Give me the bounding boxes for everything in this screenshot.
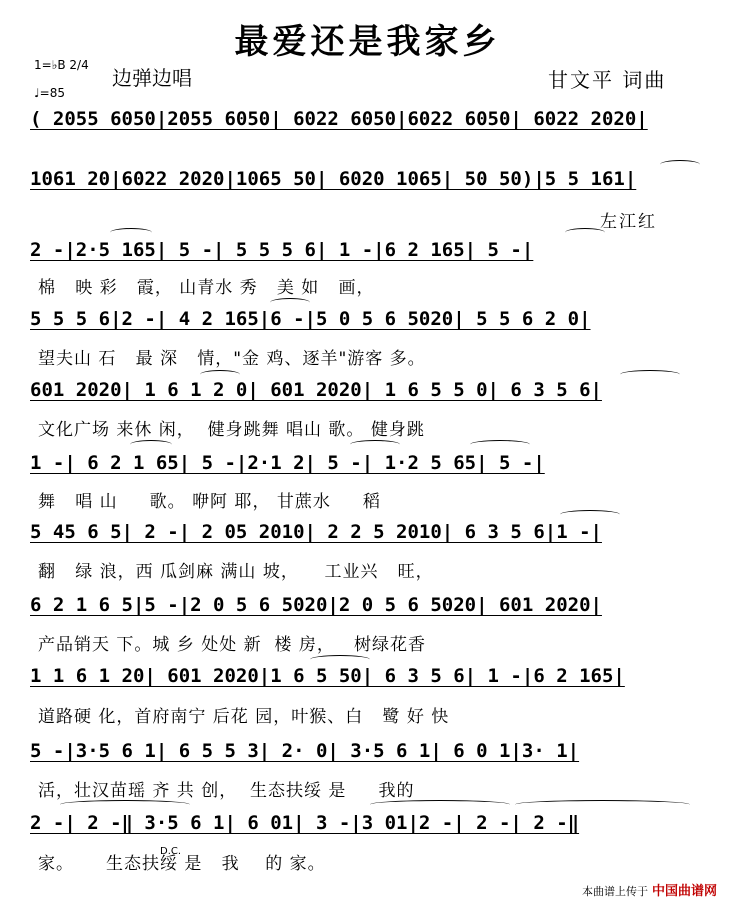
credit-line: 甘文平 词曲 (548, 68, 667, 92)
score-row-11: 2 -| 2 -‖ 3·5 6 1| 6 01| 3 -|3 01|2 -| 2 -| 2 -‖ (30, 812, 580, 834)
slur (350, 440, 400, 449)
slur (565, 228, 605, 237)
lyric-row-7: 翻 绿 浪，西 瓜剑麻 满山 坡， 工业兴 旺， (38, 562, 434, 582)
score-row-5: 601 2020| 1 6 1 2 0| 601 2020| 1 6 5 5 0| 6 3 5 6| (30, 379, 602, 401)
first-lyric: 左江红 (600, 212, 657, 232)
footer-text: 本曲谱上传于 (581, 885, 648, 898)
slur (200, 370, 240, 379)
score-row-1: ( 2055 6050|2055 6050| 6022 6050|6022 6050| 6022 2020| (30, 108, 648, 130)
slur (110, 228, 152, 237)
slur (515, 800, 690, 809)
lyric-row-10: 活，壮汉苗瑶 齐 共 创， 生态扶绥 是 我的 (38, 781, 415, 801)
slur (660, 160, 700, 169)
site-logo: 中国曲谱网 (651, 884, 717, 899)
score-row-8: 6 2 1 6 5|5 -|2 0 5 6 5020|2 0 5 6 5020| 601 2020| (30, 594, 602, 616)
footer (582, 880, 717, 899)
score-row-9: 1 1 6 1 20| 601 2020|1 6 5 50| 6 3 5 6| 1 -|6 2 165| (30, 665, 625, 687)
performance-style: 边弹边唱 (112, 66, 192, 90)
lyric-row-9: 道路硬 化，首府南宁 后花 园，叶猴、白 鹭 好 快 (38, 707, 450, 727)
slur (310, 655, 370, 664)
lyric-row-8: 产品销天 下。城 乡 处处 新 楼 房， 树绿花香 (38, 635, 427, 655)
dc-marking: D.C. (160, 846, 182, 857)
key-signature (34, 58, 89, 72)
slur (470, 440, 530, 449)
slur (370, 800, 510, 809)
score-row-7: 5 45 6 5| 2 -| 2 05 2010| 2 2 5 2010| 6 3 5 6|1 -| (30, 521, 602, 543)
score-row-3: 2 -|2·5 165| 5 -| 5 5 5 6| 1 -|6 2 165| 5 -| (30, 239, 534, 261)
slur (270, 298, 310, 307)
key-label: 1=♭B (34, 58, 66, 72)
score-row-4: 5 5 5 6|2 -| 4 2 165|6 -|5 0 5 6 5020| 5 5 6 2 0| (30, 308, 591, 330)
lyric-row-3: 棉 映 彩 霞， 山青水 秀 美 如 画， (38, 278, 375, 298)
score-row-2: 1061 20|6022 2020|1065 50| 6020 1065| 50 50)|5 5 161| (30, 168, 637, 190)
slur (560, 510, 620, 519)
lyric-row-5: 文化广场 来休 闲， 健身跳舞 唱山 歌。 健身跳 (38, 420, 425, 440)
song-title: 最爱还是我家乡 (234, 22, 501, 62)
lyric-row-6: 舞 唱 山 歌。 咿阿 耶， 甘蔗水 稻 (38, 492, 381, 512)
time-signature: 2/4 (69, 58, 89, 72)
score-row-6: 1 -| 6 2 1 65| 5 -|2·1 2| 5 -| 1·2 5 65| 5 -| (30, 452, 545, 474)
tempo-marking: ♩=85 (34, 86, 65, 100)
slur (60, 800, 190, 809)
lyric-row-4: 望夫山 石 最 深 情，"金 鸡、逐羊"游客 多。 (38, 349, 426, 369)
score-row-10: 5 -|3·5 6 1| 6 5 5 3| 2· 0| 3·5 6 1| 6 0 1|3· 1| (30, 740, 580, 762)
slur (620, 370, 680, 379)
slur (130, 440, 172, 449)
lyric-row-11: 家。 生态扶绥 是 我 的 家。 (38, 854, 326, 874)
